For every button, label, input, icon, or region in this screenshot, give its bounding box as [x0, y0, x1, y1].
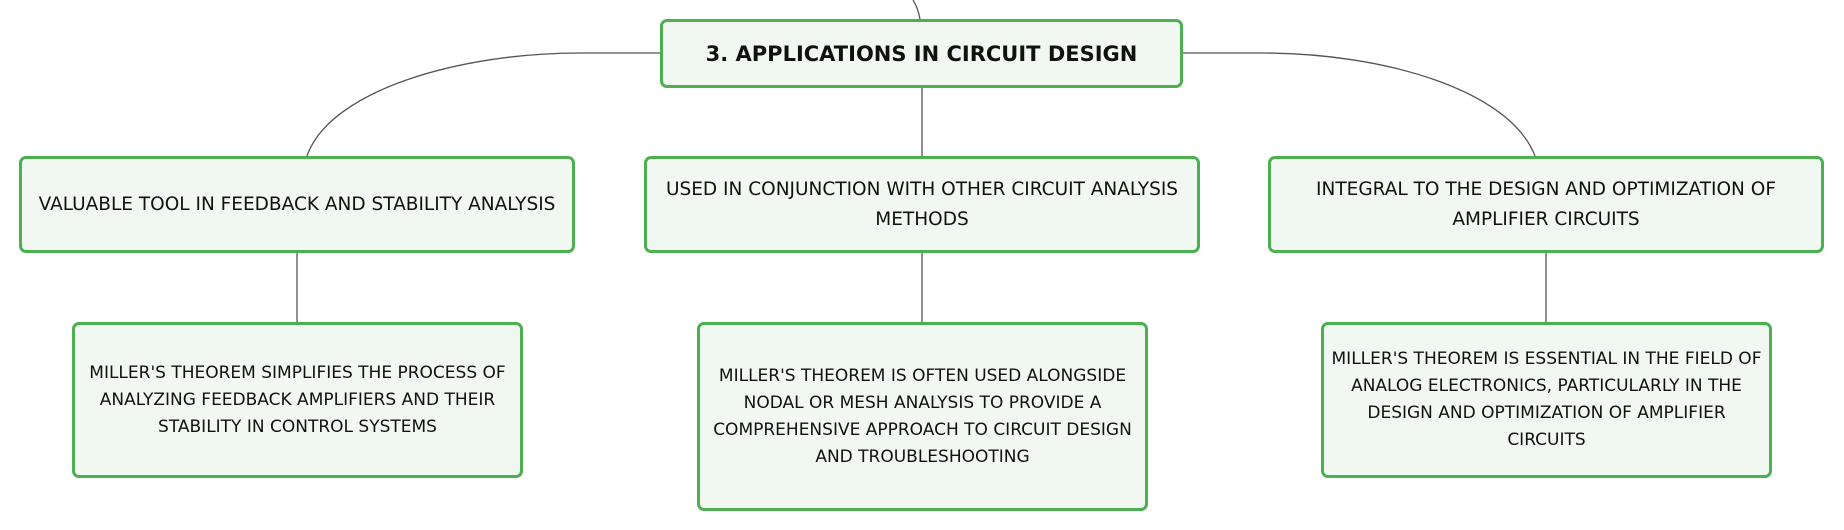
connector-root-to-right — [1183, 53, 1535, 156]
detail-node-text: MILLER'S THEOREM SIMPLIFIES THE PROCESS OF ANALYZING FEEDBACK AMPLIFIERS AND THEIR STABILITY IN CONTROL SYSTEMS — [89, 362, 506, 437]
root-node-label: 3. APPLICATIONS IN CIRCUIT DESIGN — [705, 41, 1138, 66]
detail-node-amplifier-design[interactable] — [1321, 322, 1772, 478]
branch-node-label: VALUABLE TOOL IN FEEDBACK AND STABILITY ANALYSIS — [38, 193, 556, 215]
detail-node-text: MILLER'S THEOREM IS OFTEN USED ALONGSIDE NODAL OR MESH ANALYSIS TO PROVIDE A COMPREHENSIVE APPROACH TO CIRCUIT DESIGN AND TROUBLESHOOTING — [713, 365, 1132, 467]
branch-node-conjunction-methods[interactable] — [644, 156, 1200, 253]
branch-node-amplifier-design[interactable] — [1268, 156, 1824, 253]
branch-node-feedback-stability[interactable] — [19, 156, 575, 253]
connector-root-to-left — [307, 53, 660, 156]
root-node[interactable] — [660, 19, 1183, 88]
connector-incoming — [913, 0, 920, 19]
detail-node-conjunction-methods[interactable] — [697, 322, 1148, 511]
detail-node-text: MILLER'S THEOREM IS ESSENTIAL IN THE FIELD OF ANALOG ELECTRONICS, PARTICULARLY IN THE DESIGN AND OPTIMIZATION OF AMPLIFIER CIRCUITS — [1331, 349, 1762, 450]
detail-node-feedback-stability[interactable] — [72, 322, 523, 478]
branch-node-label: INTEGRAL TO THE DESIGN AND OPTIMIZATION OF AMPLIFIER CIRCUITS — [1316, 178, 1776, 230]
branch-node-label: USED IN CONJUNCTION WITH OTHER CIRCUIT ANALYSIS METHODS — [665, 178, 1179, 230]
